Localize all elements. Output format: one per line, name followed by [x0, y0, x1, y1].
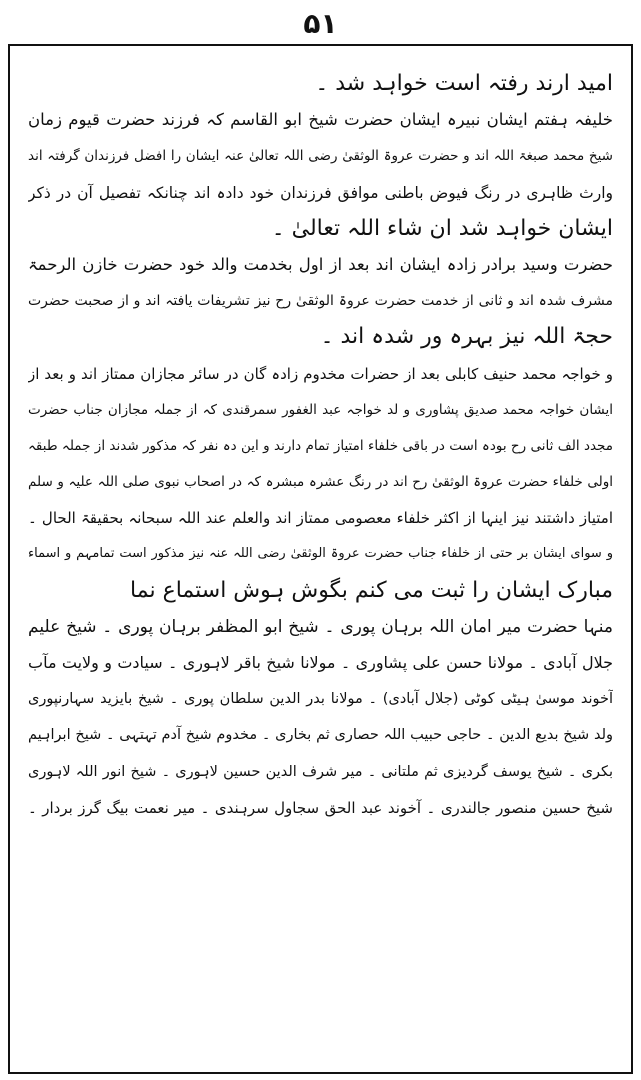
text-line: مجدد الف ثانی رح بودہ است در باقی خلفاء امتیاز تمام دارند و این دہ نفر کہ مذکور شدند از جملہ طبقہ: [28, 437, 613, 454]
text-line: و خواجہ محمد حنیف کابلی بعد از حضرات مخدوم زادہ گان در سائر مجازان ممتاز اند و بعد از: [28, 364, 613, 383]
text-line: شیخ حسین منصور جالندری ۔ آخوند عبد الحق سجاول سرہندی ۔ میر نعمت بیگ گرز بردار ۔: [28, 798, 613, 817]
text-line: حضرت وسید برادر زادہ ایشان اند بعد از اول بخدمت والد خود حضرت خازن الرحمۃ: [28, 254, 613, 274]
text-line: مشرف شدہ اند و ثانی از خدمت حضرت عروۃ الوثقیٰ رح نیز تشریفات یافتہ اند و از صحبت حضرت: [28, 293, 613, 310]
text-line: ایشان خواجہ محمد صدیق پشاوری و لد خواجہ عبد الغفور سمرقندی کہ از جملہ مجازان جناب حضرت: [28, 401, 613, 418]
text-line: امید ارند رفتہ است خواہد شد ۔: [315, 71, 613, 96]
text-line: منہا حضرت میر امان اللہ برہان پوری ۔ شیخ ابو المظفر برہان پوری ۔ شیخ علیم: [28, 616, 613, 637]
text-line: و سوای ایشان بر حتی از خلفاء جناب حضرت عروۃ الوثقیٰ رضی اللہ عنہ نیز مذکور است تمامہم و اسماء: [28, 546, 613, 562]
text-line: شیخ محمد صبغۃ اللہ اند و حضرت عروۃ الوثقیٰ رضی اللہ تعالیٰ عنہ ایشان را افضل فرزندان گرفتہ اند: [28, 148, 613, 165]
text-line: حجۃ اللہ نیز بہرہ ور شدہ اند ۔: [320, 324, 613, 350]
text-line: امتیاز داشتند نیز اینہا از اکثر خلفاء معصومی ممتاز اند والعلم عند اللہ سبحانہ بحقیقۃ الحال ۔: [28, 509, 613, 528]
page-number: ۵۱: [303, 7, 338, 40]
text-line: خلیفہ ہفتم ایشان نبیرہ ایشان حضرت شیخ ابو القاسم کہ فرزند حضرت قیوم زمان: [28, 110, 613, 130]
text-line: ولد شیخ بدیع الدین ۔ حاجی حبیب اللہ حصاری ثم بخاری ۔ مخدوم شیخ آدم تہتہی ۔ شیخ ابراہیم: [28, 727, 613, 744]
text-line: جلال آبادی ۔ مولانا حسن علی پشاوری ۔ مولانا شیخ باقر لاہوری ۔ سیادت و ولایت مآب: [28, 653, 613, 672]
text-line: آخوند موسیٰ ہیٹی کوٹی (جلال آبادی) ۔ مولانا بدر الدین سلطان پوری ۔ شیخ بایزید سہارنپوری: [28, 691, 613, 708]
text-body: [28, 66, 613, 1066]
text-line: بکری ۔ شیخ یوسف گردیزی ثم ملتانی ۔ میر شرف الدین حسین لاہوری ۔ شیخ انور اللہ لاہوری: [28, 763, 613, 780]
text-line: مبارک ایشان را ثبت می کنم بگوش ہوش استماع نما: [130, 577, 613, 603]
text-line: وارث ظاہری در رنگ فیوض باطنی موافق فرزندان خود دادہ اند چنانکہ تفصیل آن در ذکر: [28, 183, 613, 202]
text-line: اولی خلفاء حضرت عروۃ الوثقیٰ رح اند در رنگ عشرہ مبشرہ کہ در اصحاب نبوی صلی اللہ علیہ و سلم: [28, 474, 613, 491]
text-line: ایشان خواہد شد ان شاء اللہ تعالیٰ ۔: [271, 215, 613, 241]
